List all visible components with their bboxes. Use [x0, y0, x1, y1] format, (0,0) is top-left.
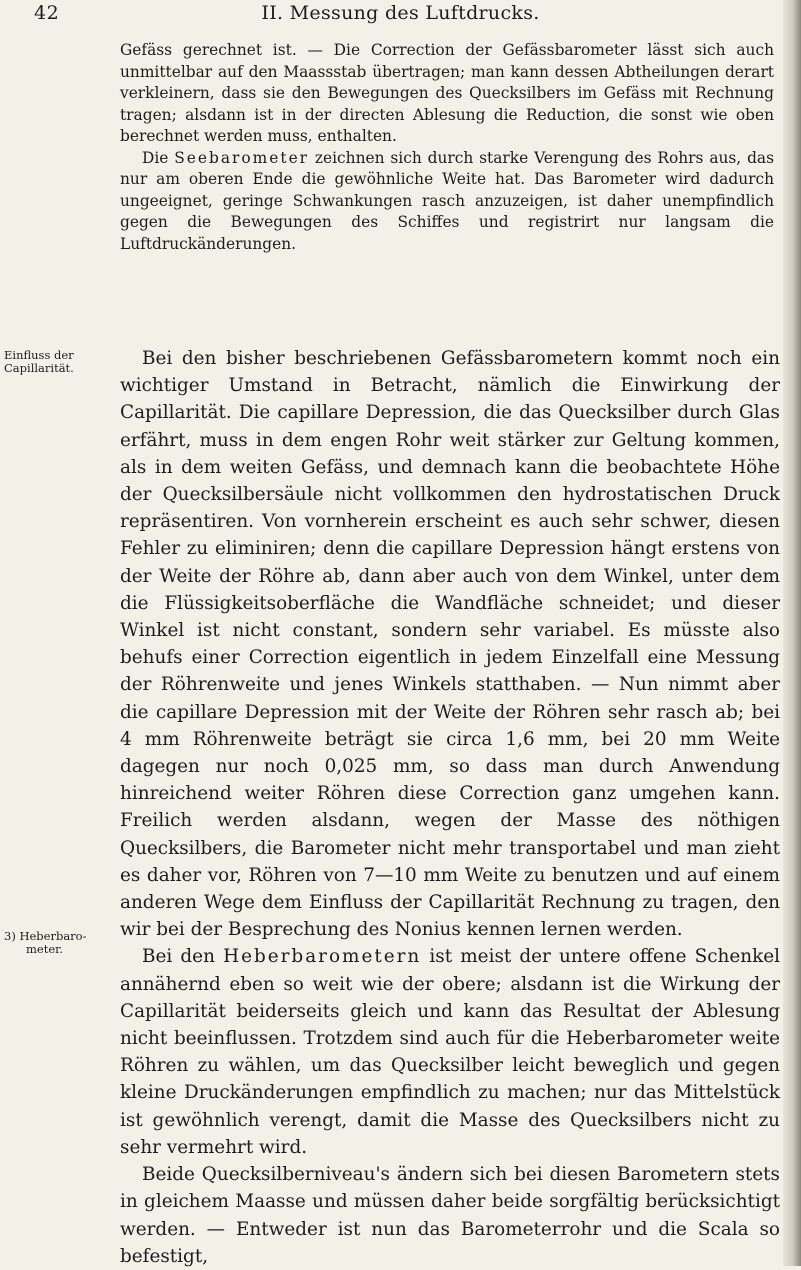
small-print-section [120, 40, 774, 255]
margin-note-siphon-barometer [4, 930, 108, 956]
term-siphon-barometer: Heberbarometern [223, 946, 422, 968]
lead-word: Die [142, 148, 169, 167]
margin-note-line: Einfluss der [4, 348, 74, 362]
page-number: 42 [34, 2, 60, 24]
paragraph-capillarity: Bei den bisher beschriebenen Gefässbarometern kommt noch ein wichtiger Umstand in Betracht, nämlich die Einwirkung der Capillarität. Die capillare Depression, die das Quecksilber durch Glas erfährt, muss in dem engen Rohr weit stärker zur Geltung kommen, als in dem weiten Gefäss, und demnach kann die beobachtete Höhe der Quecksilbersäule nicht vollkommen den hydrostatischen Druck repräsentiren. Von vornherein erscheint es auch sehr schwer, diesen Fehler zu eliminiren; denn die capillare Depression hängt erstens von der Weite der Röhre ab, dann aber auch von dem Winkel, unter dem die Flüssigkeitsoberfläche die Wandfläche schneidet; und dieser Winkel ist nicht constant, sondern sehr variabel. Es müsste also behufs einer Correction eigentlich in jedem Einzelfall eine Messung der Röhrenweite und jenes Winkels statthaben. — Nun nimmt aber die capillare Depression mit der Weite der Röhren sehr rasch ab; bei 4 mm Röhrenweite beträgt sie circa 1,6 mm, bei 20 mm Weite dagegen nur noch 0,025 mm, so dass man durch Anwendung hinreichend weiter Röhren diese Correction ganz umgehen kann. Freilich werden alsdann, wegen der Masse des nöthigen Quecksilbers, die Barometer nicht mehr transportabel und man zieht es daher vor, Röhren von 7—10 mm Weite zu benutzen und auf einem anderen Wege dem Einfluss der Capillarität Rechnung zu tragen, den wir bei der Besprechung des Nonius kennen lernen werden. [120, 348, 780, 941]
page-header [0, 2, 801, 32]
paragraph-rest: zeichnen sich durch starke Verengung des Rohrs aus, das nur am oberen Ende die gewöhnliche Weite hat. Das Barometer wird dadurch ungeeignet, geringe Schwankungen rasch anzuzeigen, ist daher unempfindlich gegen die Bewegungen des Schiffes und registrirt nur langsam die Luftdruckänderungen. [120, 148, 774, 253]
margin-note-line: meter. [26, 942, 64, 956]
term-sea-barometer: Seebarometer [174, 148, 310, 167]
margin-note-capillarity [4, 349, 90, 375]
margin-note-line: Capillarität. [4, 361, 74, 375]
running-head: II. Messung des Luftdrucks. [261, 2, 540, 24]
paragraph-mercury-levels: Beide Quecksilberniveau's ändern sich bei diesen Barometern stets in gleichem Maasse und müssen daher beide sorgfältig berücksichtigt werden. — Entweder ist nun das Barometerrohr und die Scala so befestigt, [120, 1164, 780, 1267]
main-text-section [120, 345, 780, 1270]
lead-word: Bei den [142, 946, 215, 968]
paragraph-siphon-barometer [120, 943, 780, 1161]
margin-note-line: 3) Heberbaro- [4, 929, 87, 943]
paragraph-sea-barometer [120, 148, 774, 256]
paragraph-rest: ist meist der untere offene Schenkel annähernd eben so weit wie der obere; alsdann ist die Wirkung der Capillarität beiderseits gleich und kann das Resultat der Ablesung nicht beeinflussen. Trotzdem sind auch für die Heberbarometer weite Röhren zu wählen, um das Quecksilber leicht beweglich und gegen kleine Druckänderungen empfindlich zu machen; nur das Mittelstück ist gewöhnlich verengt, damit die Masse des Quecksilbers nicht zu sehr vermehrt wird. [120, 946, 780, 1158]
paragraph-correction: Gefäss gerechnet ist. — Die Correction der Gefässbarometer lässt sich auch unmittelbar auf den Maassstab übertragen; man kann dessen Abtheilungen derart verkleinern, dass sie den Bewegungen des Quecksilbers im Gefäss mit Rechnung tragen; alsdann ist in der directen Ablesung die Reduction, die sonst wie oben berechnet werden muss, enthalten. [120, 41, 774, 145]
page-edge-shadow [783, 0, 801, 1266]
